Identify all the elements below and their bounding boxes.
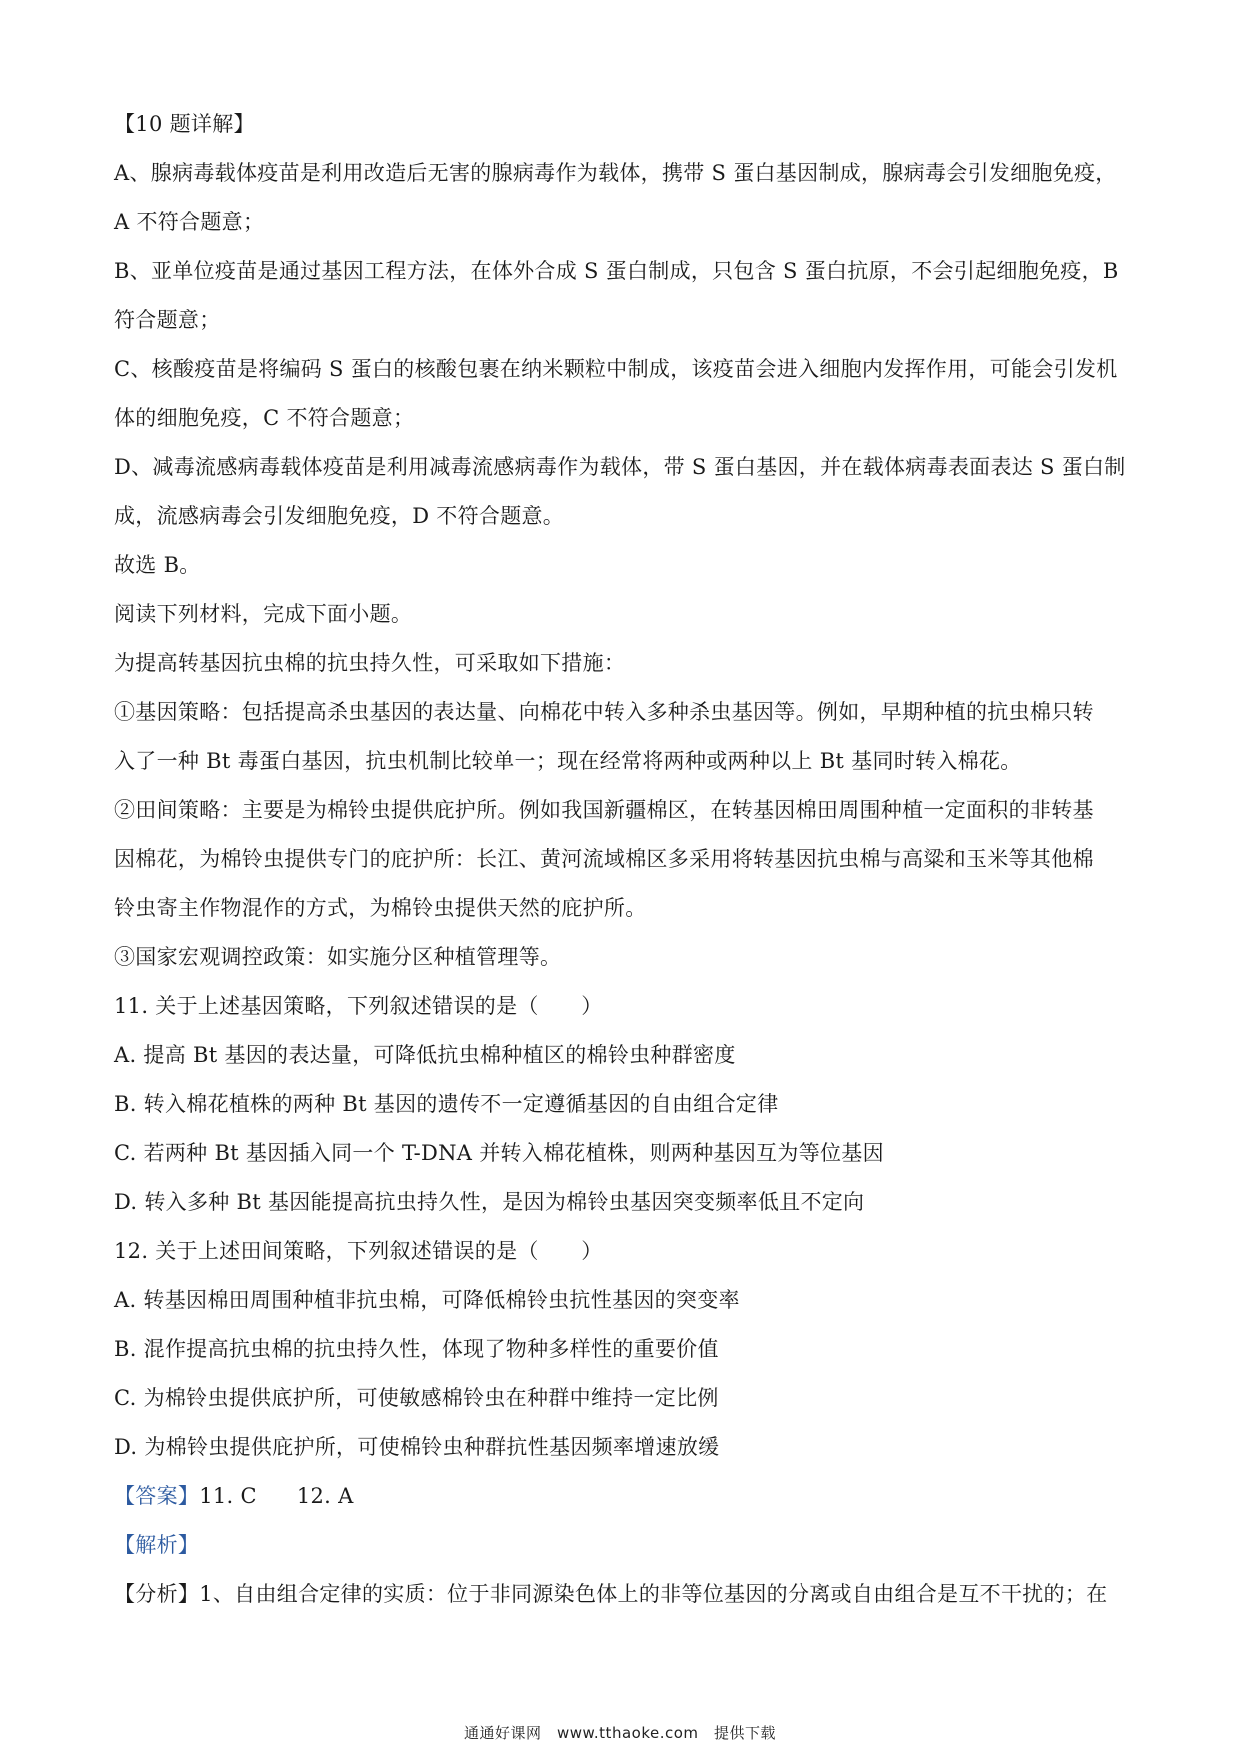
analysis-text: 1、自由组合定律的实质：位于非同源染色体上的非等位基因的分离或自由组合是互不干扰的；在 [199, 1582, 1108, 1606]
text-line: ①基因策略：包括提高杀虫基因的表达量、向棉花中转入多种杀虫基因等。例如，早期种植的抗虫棉只转 [114, 700, 1094, 724]
text-line: 体的细胞免疫，C 不符合题意； [114, 406, 415, 430]
analysis-label: 【分析】 [114, 1582, 200, 1606]
question-11-option-b: B. 转入棉花植株的两种 Bt 基因的遗传不一定遵循基因的自由组合定律 [114, 1092, 779, 1116]
text-line: 故选 B。 [114, 553, 201, 577]
answer-11: 11. C [199, 1484, 257, 1508]
answer-12: 12. A [296, 1484, 354, 1508]
analysis-line [114, 1570, 1124, 1619]
footer-credit: 通通好课网 www.tthaoke.com 提供下载 [463, 1724, 777, 1742]
question-12-option-a: A. 转基因棉田周围种植非抗虫棉，可降低棉铃虫抗性基因的突变率 [114, 1288, 740, 1312]
document-body [114, 100, 1124, 1619]
text-line: 符合题意； [114, 308, 221, 332]
question-12-option-b: B. 混作提高抗虫棉的抗虫持久性，体现了物种多样性的重要价值 [114, 1337, 719, 1361]
question-12-stem: 12. 关于上述田间策略，下列叙述错误的是（ ） [114, 1239, 603, 1263]
text-line: 【10 题详解】 [114, 112, 255, 136]
text-line: D、减毒流感病毒载体疫苗是利用减毒流感病毒作为载体，带 S 蛋白基因，并在载体病毒表面表达 S 蛋白制 [114, 455, 1126, 479]
question-11-stem: 11. 关于上述基因策略，下列叙述错误的是（ ） [114, 994, 603, 1018]
question-11-option-c: C. 若两种 Bt 基因插入同一个 T-DNA 并转入棉花植株，则两种基因互为等位基因 [114, 1141, 884, 1165]
text-line: 入了一种 Bt 毒蛋白基因，抗虫机制比较单一；现在经常将两种或两种以上 Bt 基同时转入棉花。 [114, 749, 1022, 773]
text-line: 为提高转基因抗虫棉的抗虫持久性，可采取如下措施： [114, 651, 626, 675]
answer-line [114, 1472, 1124, 1521]
question-11-option-d: D. 转入多种 Bt 基因能提高抗虫持久性，是因为棉铃虫基因突变频率低且不定向 [114, 1190, 865, 1214]
question-12-option-c: C. 为棉铃虫提供底护所，可使敏感棉铃虫在种群中维持一定比例 [114, 1386, 719, 1410]
text-line: 阅读下列材料，完成下面小题。 [114, 602, 413, 626]
text-line: 成，流感病毒会引发细胞免疫，D 不符合题意。 [114, 504, 565, 528]
text-line: 因棉花，为棉铃虫提供专门的庇护所：长江、黄河流域棉区多采用将转基因抗虫棉与高粱和玉米等其他棉 [114, 847, 1094, 871]
question-11-option-a: A. 提高 Bt 基因的表达量，可降低抗虫棉种植区的棉铃虫种群密度 [114, 1043, 736, 1067]
text-line: ③国家宏观调控政策：如实施分区种植管理等。 [114, 945, 562, 969]
text-line: 铃虫寄主作物混作的方式，为棉铃虫提供天然的庇护所。 [114, 896, 647, 920]
question-12-option-d: D. 为棉铃虫提供庇护所，可使棉铃虫种群抗性基因频率增速放缓 [114, 1435, 720, 1459]
analysis-heading: 【解析】 [114, 1533, 200, 1557]
text-line: B、亚单位疫苗是通过基因工程方法，在体外合成 S 蛋白制成，只包含 S 蛋白抗原，不会引起细胞免疫，B [114, 259, 1119, 283]
text-line: A、腺病毒载体疫苗是利用改造后无害的腺病毒作为载体，携带 S 蛋白基因制成，腺病毒会引发细胞免疫， [114, 161, 1117, 185]
text-line: ②田间策略：主要是为棉铃虫提供庇护所。例如我国新疆棉区，在转基因棉田周围种植一定面积的非转基 [114, 798, 1094, 822]
answer-label: 【答案】 [114, 1484, 200, 1508]
text-line: A 不符合题意； [114, 210, 265, 234]
text-line: C、核酸疫苗是将编码 S 蛋白的核酸包裹在纳米颗粒中制成，该疫苗会进入细胞内发挥作用，可能会引发机 [114, 357, 1118, 381]
